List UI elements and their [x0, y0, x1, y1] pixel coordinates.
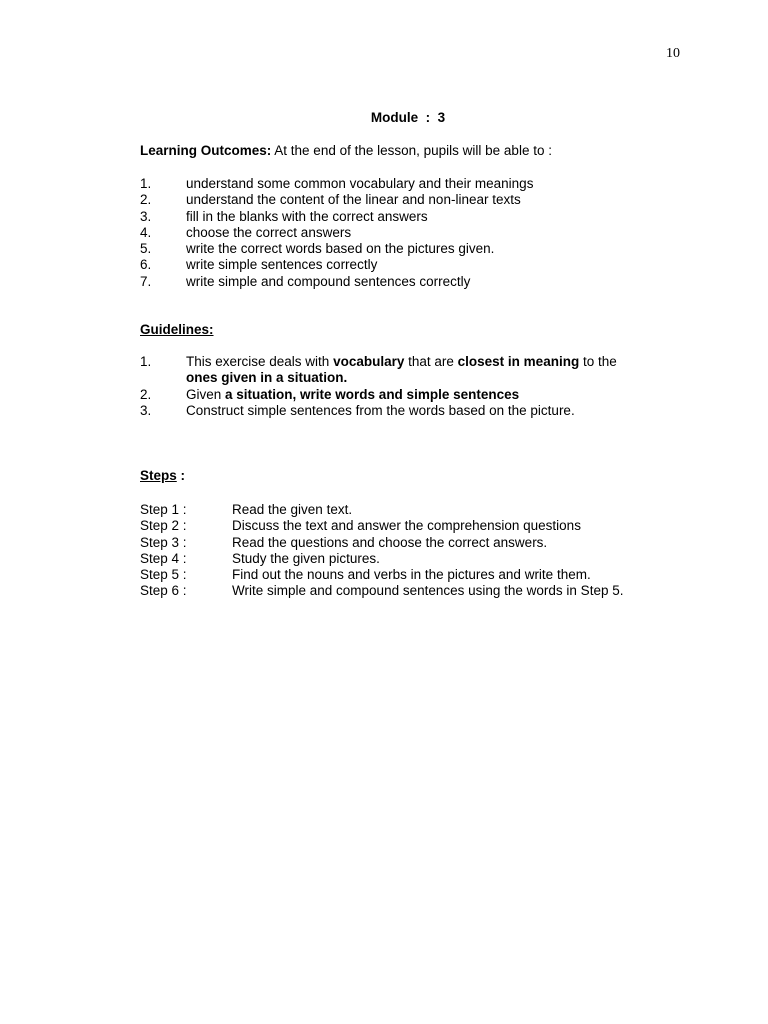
- steps-heading-suffix: :: [176, 468, 186, 483]
- steps-heading: [140, 468, 700, 483]
- list-item: [140, 176, 700, 192]
- step-label: Step 1 :: [140, 502, 187, 517]
- step-label: Step 2 :: [140, 518, 187, 534]
- item-text: Construct simple sentences from the words based on the picture.: [186, 402, 575, 418]
- step-text: Write simple and compound sentences using the words in Step 5.: [232, 583, 624, 599]
- list-item: [140, 225, 700, 241]
- item-text: understand some common vocabulary and their meanings: [186, 176, 534, 191]
- step-text: Read the given text.: [232, 502, 353, 517]
- learning-outcomes-label: Learning Outcomes:: [140, 143, 272, 158]
- item-bold: a situation, write words and simple sentences: [225, 386, 520, 402]
- list-item: [140, 403, 700, 419]
- list-item: [140, 567, 700, 583]
- list-item: [140, 241, 700, 257]
- list-item: [140, 535, 700, 551]
- step-label: Step 6 :: [140, 583, 187, 599]
- list-item: [140, 583, 700, 599]
- item-bold: ones given in a situation.: [186, 370, 348, 386]
- list-item: [140, 518, 700, 534]
- item-number: 2.: [140, 192, 152, 208]
- item-text: fill in the blanks with the correct answers: [186, 208, 428, 224]
- step-label: Step 3 :: [140, 534, 187, 550]
- steps-list: [140, 502, 700, 600]
- list-item: [140, 192, 700, 208]
- module-title: Module : 3: [370, 110, 446, 125]
- item-text: This exercise deals with: [186, 354, 334, 369]
- list-item: [140, 274, 700, 290]
- learning-outcomes-list: [140, 176, 700, 290]
- item-number: 6.: [140, 257, 152, 273]
- item-bold: closest in meaning: [457, 354, 580, 369]
- step-text: Read the questions and choose the correct answers.: [232, 534, 548, 550]
- item-text: choose the correct answers: [186, 224, 352, 240]
- list-item: [140, 551, 700, 567]
- step-text: Study the given pictures.: [232, 550, 380, 566]
- item-text: write simple sentences correctly: [186, 257, 378, 273]
- item-text: write simple and compound sentences correctly: [186, 273, 471, 289]
- item-number: 1.: [140, 176, 152, 191]
- item-bold: vocabulary: [333, 354, 405, 369]
- page-number: 10: [666, 46, 680, 61]
- item-number: 2.: [140, 386, 152, 402]
- item-number: 3.: [140, 208, 152, 224]
- step-text: Discuss the text and answer the comprehension questions: [232, 518, 581, 534]
- learning-outcomes-intro: [140, 143, 700, 158]
- list-item: [140, 209, 700, 225]
- list-item: [140, 502, 700, 518]
- item-text: Given: [186, 386, 226, 402]
- step-label: Step 4 :: [140, 550, 187, 566]
- item-text: that are: [404, 354, 458, 369]
- list-item: [140, 387, 700, 403]
- steps-heading-label: Steps: [140, 468, 177, 483]
- list-item: [140, 354, 700, 387]
- item-text: write the correct words based on the pictures given.: [186, 241, 495, 257]
- step-text: Find out the nouns and verbs in the pictures and write them.: [232, 567, 591, 583]
- item-number: 5.: [140, 241, 152, 257]
- step-label: Step 5 :: [140, 567, 187, 583]
- item-number: 3.: [140, 402, 152, 418]
- item-number: 1.: [140, 354, 152, 369]
- item-text: to the: [579, 354, 617, 369]
- list-item: [140, 257, 700, 273]
- guidelines-list: [140, 354, 700, 419]
- item-text: understand the content of the linear and non-linear texts: [186, 192, 521, 208]
- learning-outcomes-text: At the end of the lesson, pupils will be able to :: [271, 143, 552, 158]
- item-number: 4.: [140, 224, 152, 240]
- item-number: 7.: [140, 273, 152, 289]
- guidelines-heading: Guidelines:: [140, 322, 214, 337]
